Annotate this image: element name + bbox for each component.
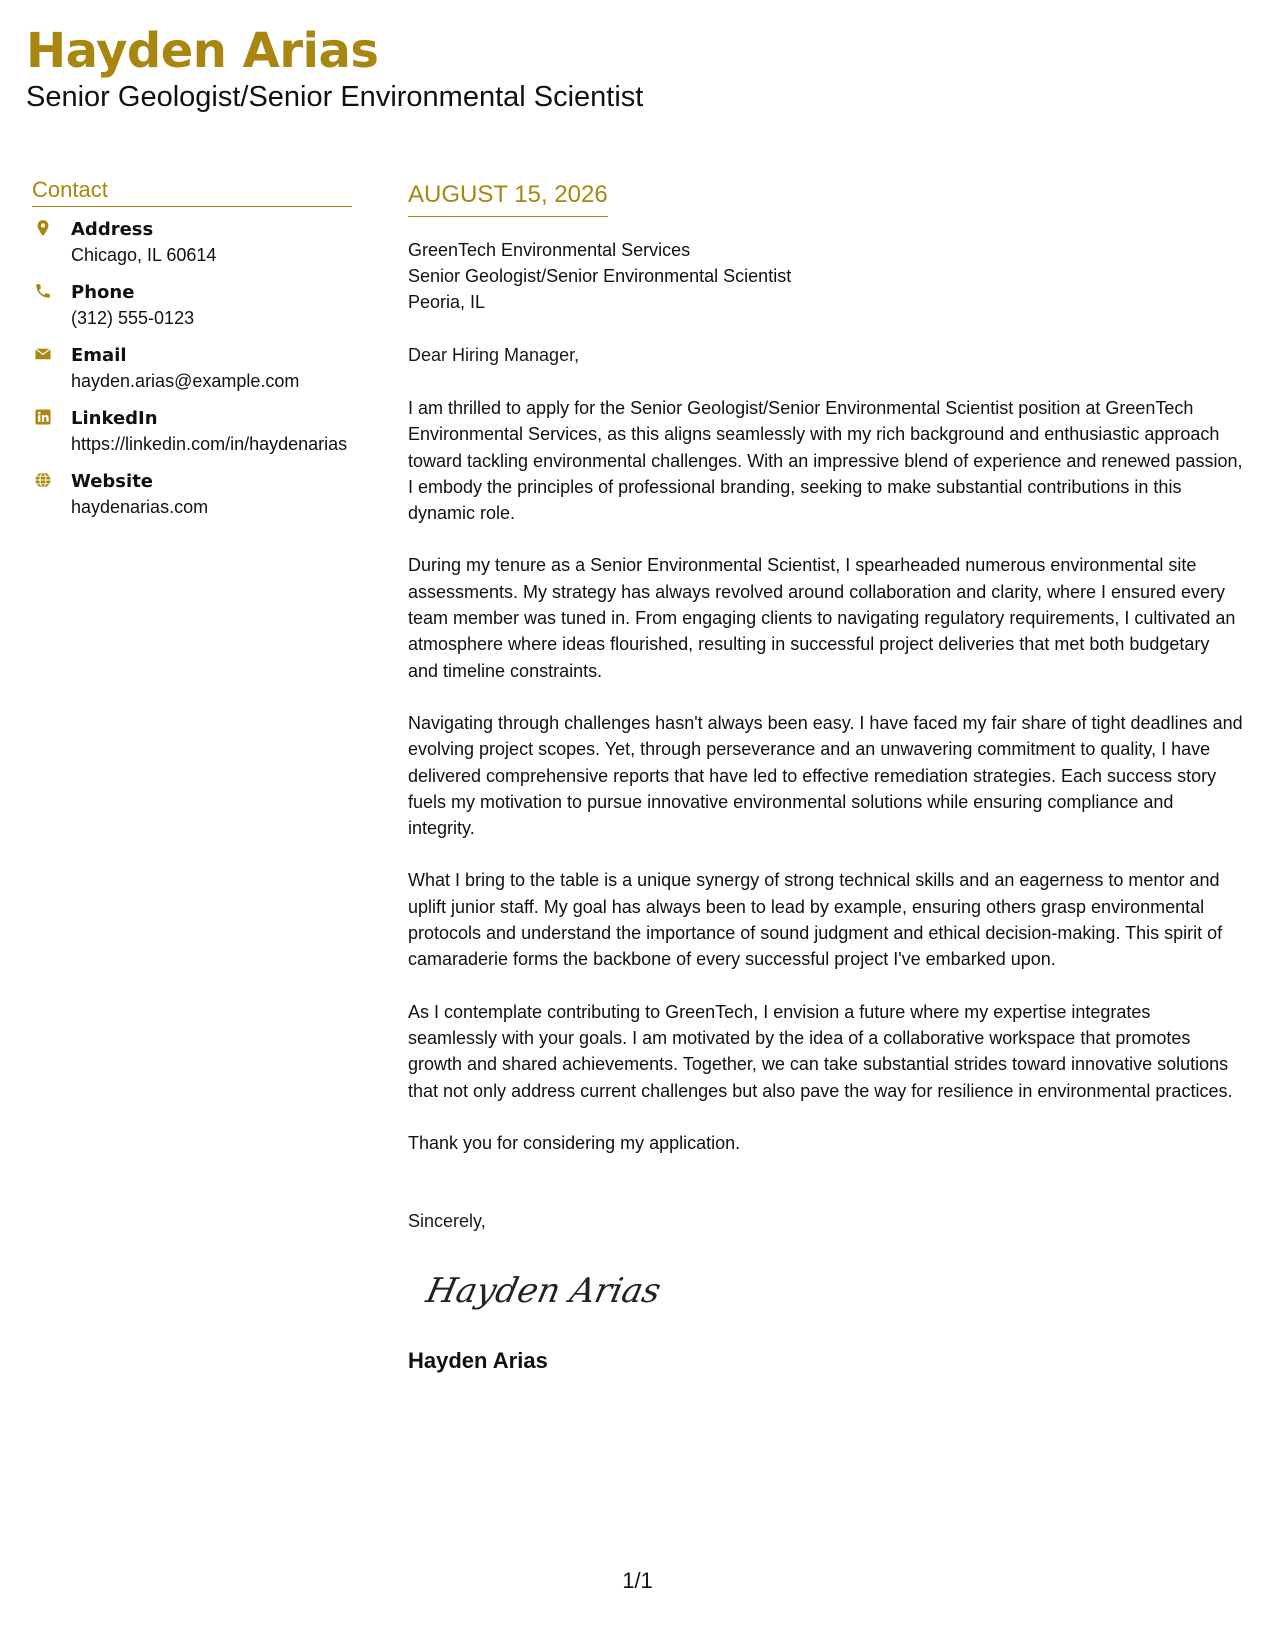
contact-label: LinkedIn: [71, 408, 158, 429]
contact-value: hayden.arias@example.com: [71, 371, 300, 391]
linkedin-icon: [34, 408, 52, 426]
contact-sidebar: [32, 176, 352, 532]
contact-phone: [32, 280, 352, 330]
body-paragraph: Thank you for considering my application.: [408, 1132, 741, 1153]
body-paragraph: What I bring to the table is a unique synergy of strong technical skills and an eagerness to mentor and uplift junior staff. My goal has always been to lead by example, ensuring others grasp environmental protocols and understand the importance of sound judgment and ethical decision-making. This spirit of camaraderie forms the backbone of every successful project I've embarked upon.: [408, 870, 1223, 970]
letter-header: [26, 22, 1246, 114]
contact-label: Address: [71, 219, 154, 240]
contact-label: Email: [71, 345, 127, 366]
contact-linkedin: [32, 406, 352, 456]
salutation: Dear Hiring Manager,: [408, 345, 580, 365]
contact-value: (312) 555-0123: [71, 308, 195, 328]
contact-heading: Contact: [32, 176, 352, 207]
letter-body: [408, 180, 1243, 1375]
signature-text: Hayden Arias: [422, 1271, 662, 1312]
contact-label: Phone: [71, 282, 135, 303]
recipient-company: GreenTech Environmental Services: [408, 240, 691, 260]
signer-name: Hayden Arias: [408, 1348, 548, 1374]
signature-image: [422, 1258, 662, 1320]
map-pin-icon: [34, 219, 52, 237]
body-paragraph: I am thrilled to apply for the Senior Geologist/Senior Environmental Scientist position at GreenTech Environmental Services, as this aligns seamlessly with my rich background and enthusiastic approach toward tackling environmental challenges. With an impressive blend of experience and renewed passion, I embody the principles of professional branding, seeking to make substantial contributions in this dynamic role.: [408, 398, 1243, 524]
letter-date: AUGUST 15, 2026: [408, 181, 608, 208]
applicant-name: Hayden Arias: [26, 23, 379, 79]
date-block: [408, 180, 608, 217]
body-paragraph: During my tenure as a Senior Environmental Scientist, I spearheaded numerous environmental site assessments. My strategy has always revolved around collaboration and clarity, where I ensured every team member was tuned in. From engaging clients to navigating regulatory requirements, I cultivated an atmosphere where ideas flourished, resulting in successful project deliveries that met both budgetary and timeline constraints.: [408, 555, 1236, 681]
contact-website: [32, 469, 352, 519]
applicant-title: Senior Geologist/Senior Environmental Scientist: [26, 81, 644, 113]
contact-label: Website: [71, 471, 154, 492]
body-paragraph: Navigating through challenges hasn't always been easy. I have faced my fair share of tight deadlines and evolving project scopes. Yet, through perseverance and an unwavering commitment to quality, I have delivered comprehensive reports that have led to effective remediation strategies. Each success story fuels my motivation to pursue innovative environmental solutions while ensuring compliance and integrity.: [408, 712, 1243, 839]
envelope-icon: [34, 345, 52, 363]
contact-value: Chicago, IL 60614: [71, 245, 217, 265]
globe-icon: [34, 471, 52, 489]
closing: Sincerely,: [408, 1211, 486, 1232]
contact-address: [32, 217, 352, 267]
contact-value: haydenarias.com: [71, 497, 209, 517]
contact-email: [32, 343, 352, 393]
recipient-block: [408, 237, 1243, 315]
page-number: 1/1: [622, 1568, 653, 1593]
contact-value: https://linkedin.com/in/haydenarias: [71, 434, 348, 454]
recipient-location: Peoria, IL: [408, 292, 486, 312]
recipient-position: Senior Geologist/Senior Environmental Scientist: [408, 266, 792, 286]
body-paragraph: As I contemplate contributing to GreenTech, I envision a future where my expertise integrates seamlessly with your goals. I am motivated by the idea of a collaborative workspace that promotes growth and shared achievements. Together, we can take substantial strides toward innovative solutions that not only address current challenges but also pave the way for resilience in environmental practices.: [408, 1001, 1233, 1101]
phone-icon: [34, 282, 52, 300]
